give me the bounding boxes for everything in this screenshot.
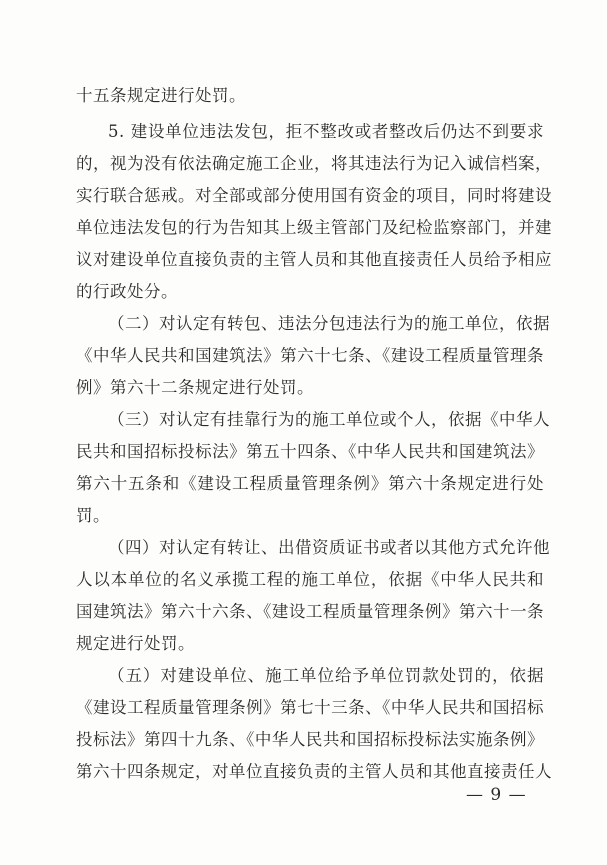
text-line: 单位违法发包的行为告知其上级主管部门及纪检监察部门，并建 <box>76 218 552 237</box>
text-line: 第六十五条和《建设工程质量管理条例》第六十条规定进行处 <box>76 474 544 493</box>
text-line: 《中华人民共和国建筑法》第六十七条、《建设工程质量管理条 <box>76 346 544 365</box>
text-line: 议对建设单位直接负责的主管人员和其他直接责任人员给予相应 <box>76 250 552 269</box>
text-line: 人以本单位的名义承揽工程的施工单位，依据《中华人民共和 <box>76 570 544 589</box>
text-line: 规定进行处罚。 <box>76 634 195 653</box>
text-line: 罚。 <box>76 506 110 525</box>
text-line: 《建设工程质量管理条例》第七十三条、《中华人民共和国招标 <box>76 698 544 717</box>
text-line: 第六十四条规定，对单位直接负责的主管人员和其他直接责任人 <box>76 762 552 781</box>
text-line: 的行政处分。 <box>76 282 178 301</box>
text-line: （三）对认定有挂靠行为的施工单位或个人，依据《中华人 <box>108 410 550 429</box>
page-number: — 9 — <box>466 785 527 805</box>
text-line: 民共和国招标投标法》第五十四条、《中华人民共和国建筑法》 <box>76 442 544 461</box>
text-line: 5. 建设单位违法发包，拒不整改或者整改后仍达不到要求 <box>108 122 544 141</box>
text-line: 投标法》第四十九条、《中华人民共和国招标投标法实施条例》 <box>76 730 544 749</box>
text-line: 实行联合惩戒。对全部或部分使用国有资金的项目，同时将建设 <box>76 186 552 205</box>
text-line: （五）对建设单位、施工单位给予单位罚款处罚的，依据 <box>108 666 544 685</box>
text-line: 例》第六十二条规定进行处罚。 <box>76 378 314 397</box>
text-line: 十五条规定进行处罚。 <box>76 86 246 105</box>
text-line: 国建筑法》第六十六条、《建设工程质量管理条例》第六十一条 <box>76 602 544 621</box>
text-line: 的，视为没有依法确定施工企业，将其违法行为记入诚信档案， <box>76 154 552 173</box>
text-line: （二）对认定有转包、违法分包违法行为的施工单位，依据 <box>108 314 550 333</box>
text-line: （四）对认定有转让、出借资质证书或者以其他方式允许他 <box>108 538 550 557</box>
